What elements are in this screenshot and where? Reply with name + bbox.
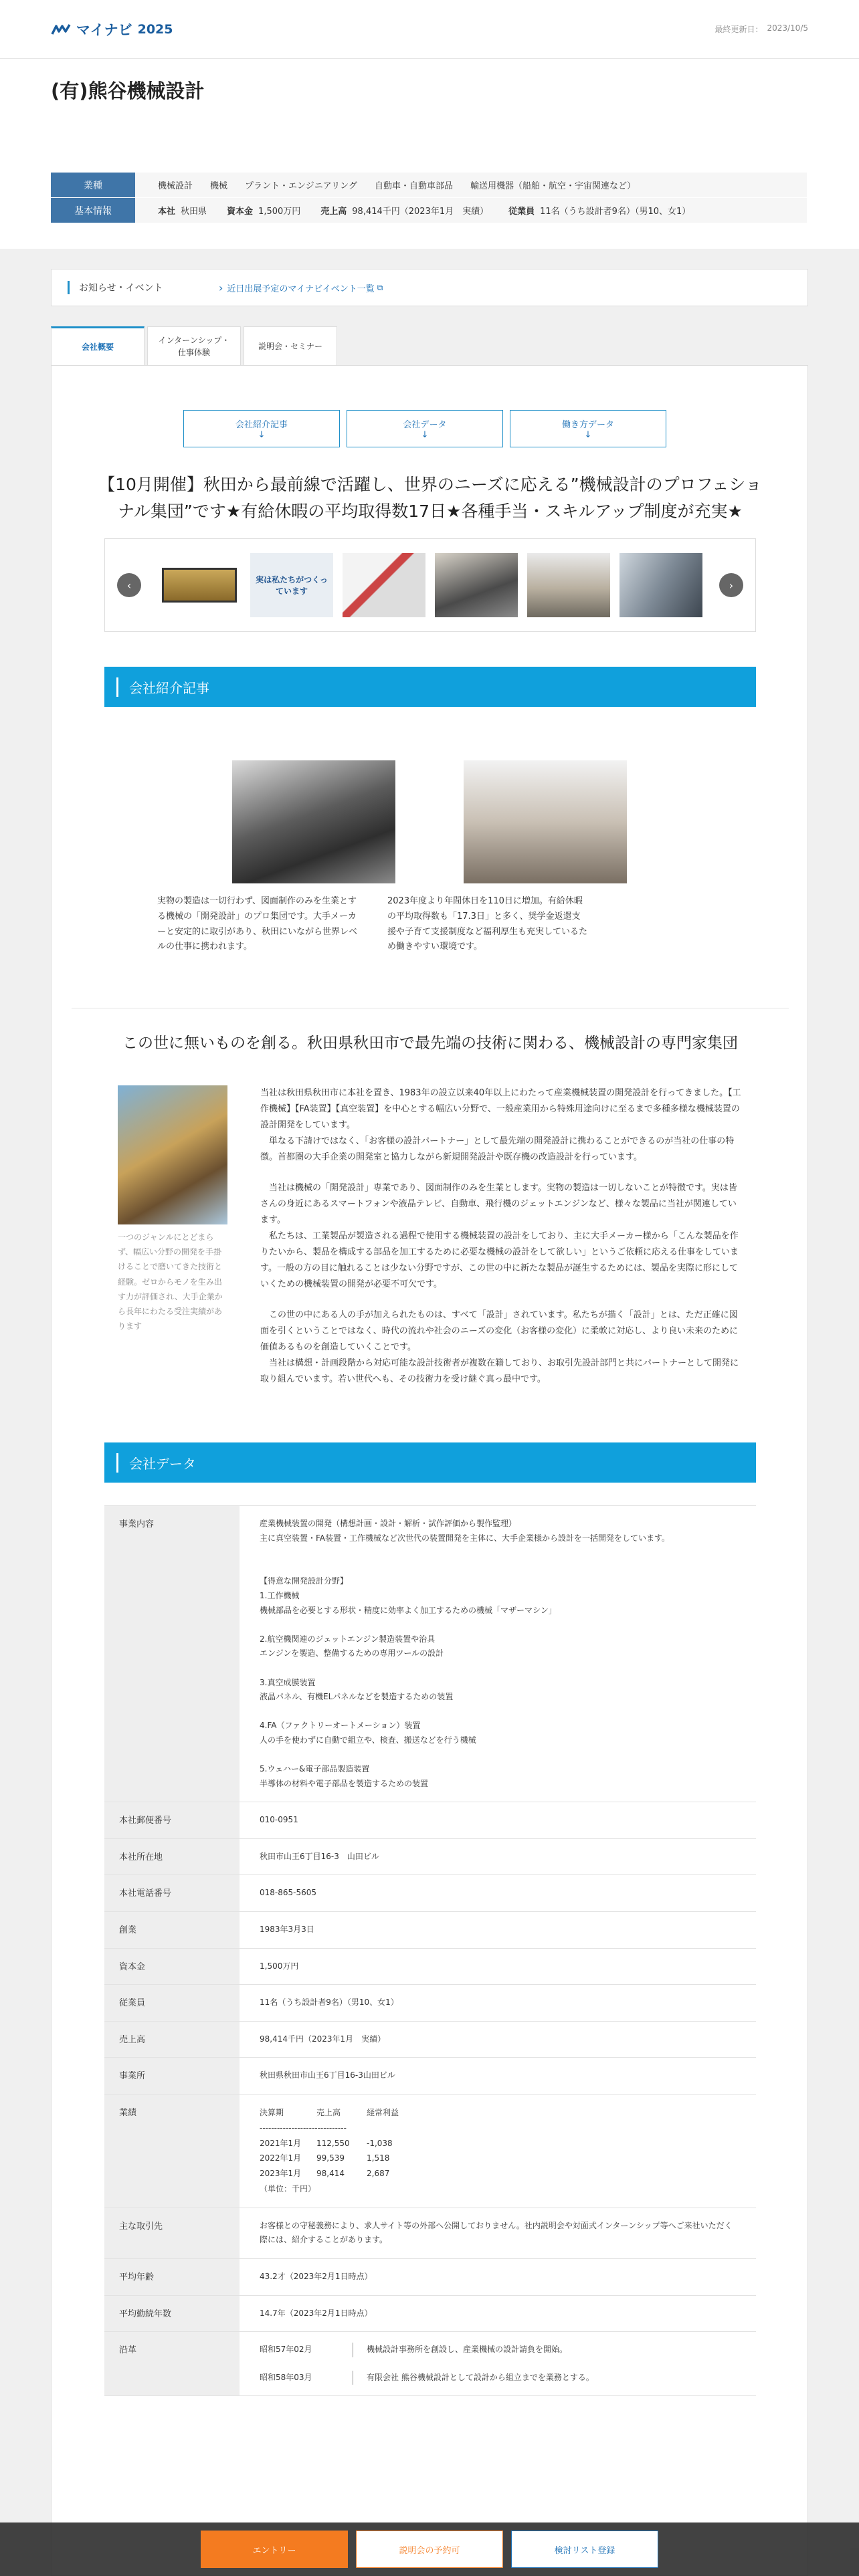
intro-caption-1: 実物の製造は一切行わず、図面制作のみを生業とする機械の「開発設計」のプロ集団です。大手メーカーと安定的に取引があり、秋田にいながら世界レベルの仕事に携われます。 (157, 896, 358, 952)
anchor-workstyle-button[interactable] (510, 410, 666, 447)
row-header: 平均勤続年数 (104, 2296, 240, 2332)
capital-value: 1,500万円 (258, 207, 301, 217)
row-value: 産業機械装置の開発（構想計画・設計・解析・試作評価から製作監理） 主に真空装置・FA装置・工作機械など次世代の装置開発を主体に、大手企業様から設計を一括開発をしています。 【得意な開発設計分野】 1.工作機械 機械部品を必要とする形状・精度に効率よく加工するための機械「マザーマシン」 2.航空機関連のジェットエンジン製造装置や治具 エンジンを製造、整備するための専用ツールの設計 3.真空成膜装置 液晶パネル、有機ELパネルなどを製造するための装置 4.FA（ファクトリーオートメーション）装置 人の手を使わずに自動で組立や、検査、搬送などを行う機械 5.ウェハー&電子部品製造装置 半導体の材料や電子部品を製造するための装置 (260, 1519, 670, 1788)
row-value: 秋田市山王6丁目16-3 山田ビル (260, 1851, 379, 1861)
row-value: 018-865-5605 (260, 1888, 317, 1898)
feature-paragraph-1: 当社は秋田県秋田市に本社を置き、1983年の設立以来40年以上にわたって産業機械装置の開発設計を行ってきました。【工作機械】【FA装置】【真空装置】を中心とする幅広い分野で、一般産業用から特殊用途向けに至るまで多種多様な機械装置の設計開発をしています。 単なる下請けではなく、「お客様の設計パートナー」として最先端の開発設計に携わることができるのが当社の仕事の特徴。首都圏の大手企業の開発室と協力しながら新規開発設計や既存機の改造設計を行っています。 (260, 1088, 741, 1163)
arrow-down-icon: ↓ (421, 430, 429, 440)
history-list (240, 2332, 756, 2395)
external-link-icon: ⧉ (377, 282, 383, 292)
slider-thumb[interactable] (435, 553, 518, 617)
industry-item: 機械設計 (158, 181, 193, 191)
basic-info-row (51, 198, 807, 223)
company-name: (有)熊谷機械設計 (51, 80, 205, 102)
table-row-performance (104, 2095, 756, 2208)
logo-text: マイナビ (76, 21, 132, 38)
performance-row (260, 2151, 736, 2166)
history-date: 昭和58年03月 (260, 2371, 353, 2385)
slider-thumb[interactable]: 実は私たちがつくっています (250, 553, 333, 617)
news-bar (51, 269, 808, 306)
event-list-link[interactable]: 近日出展予定のマイナビイベント一覧 (227, 284, 375, 294)
company-data-table (104, 1505, 756, 2396)
table-row (104, 1802, 756, 1839)
performance-row (260, 2166, 736, 2181)
table-row (104, 1875, 756, 1912)
row-header: 本社郵便番号 (104, 1802, 240, 1838)
row-header: 事業内容 (104, 1506, 240, 1802)
headline: 【10月開催】秋田から最前線で活躍し、世界のニーズに応える”機械設計のプロフェショナル集団”です★有給休暇の平均取得数17日★各種手当・スキルアップ制度が充実★ (98, 475, 762, 521)
perf-cell: 2022年1月 (260, 2153, 302, 2163)
overview-panel (51, 365, 808, 2576)
logo-year: 2025 (137, 21, 173, 37)
intro-photo-1 (232, 760, 395, 883)
perf-col: 売上高 (316, 2108, 341, 2118)
industry-label: 業種 (51, 173, 135, 197)
anchor-nav (183, 410, 666, 447)
row-header: 売上高 (104, 2022, 240, 2058)
perf-cell: -1,038 (367, 2138, 393, 2148)
intro-photo-2 (464, 760, 627, 883)
chevron-right-icon: › (219, 281, 223, 294)
row-value: 秋田県秋田市山王6丁目16-3山田ビル (260, 2070, 395, 2080)
slider-thumb[interactable] (343, 553, 425, 617)
industry-item: 機械 (210, 181, 228, 191)
tab-bar (51, 326, 337, 365)
sticky-action-bar (0, 2523, 859, 2576)
row-header: 沿革 (104, 2332, 240, 2395)
table-row-history (104, 2332, 756, 2396)
last-updated (714, 23, 808, 35)
feature-paragraph-3: この世の中にある人の手が加えられたものは、すべて「設計」されています。私たちが描く「設計」とは、ただ正確に図面を引くということではなく、時代の流れや社会のニーズの変化（お客様の変化）に柔軟に対応し、より良い未来のために価値あるものを創造していくことです。 当社は構想・計画段階から対応可能な設計技術者が複数在籍しており、お取引先設計部門と共にパートナーとして開発に取り組んでいます。若い世代へも、その技術力を受け継ぐ真っ最中です。 (260, 1310, 739, 1385)
industry-item: 自動車・自動車部品 (374, 181, 453, 191)
employees-label: 従業員 (508, 207, 535, 217)
site-header (0, 0, 859, 59)
feature-title: この世に無いものを創る。秋田県秋田市で最先端の技術に関わる、機械設計の専門家集団 (122, 1035, 738, 1052)
sales-value: 98,414千円（2023年1月 実績） (352, 207, 489, 217)
history-event: 機械設計事務所を創設し、産業機械の設計請負を開始。 (367, 2345, 568, 2355)
photo-slider (104, 538, 756, 632)
slider-thumb[interactable] (158, 553, 241, 617)
hq-label: 本社 (158, 207, 176, 217)
seminar-reserve-button[interactable]: 説明会の予約可 (356, 2531, 503, 2568)
row-value: 11名（うち設計者9名）（男10、女1） (260, 1998, 399, 2008)
slider-thumb[interactable] (619, 553, 702, 617)
section-heading-data (104, 1442, 756, 1483)
perf-cell: 2,687 (367, 2169, 390, 2179)
anchor-label: 会社データ (403, 420, 447, 430)
perf-col: 経常利益 (367, 2108, 399, 2118)
performance-row (260, 2136, 736, 2151)
capital-label: 資本金 (227, 207, 254, 217)
row-header: 主な取引先 (104, 2208, 240, 2258)
hq-value: 秋田県 (181, 207, 207, 217)
slider-thumbs (158, 553, 702, 617)
industry-list (135, 173, 807, 197)
anchor-label: 会社紹介記事 (235, 420, 288, 430)
row-header: 業績 (104, 2095, 240, 2208)
section-heading-intro (104, 667, 756, 707)
news-label: お知らせ・イベント (68, 281, 219, 294)
perf-cell: 2023年1月 (260, 2169, 302, 2179)
table-row (104, 1912, 756, 1949)
section-title: 会社データ (116, 1453, 196, 1473)
entry-button[interactable]: エントリー (201, 2531, 348, 2568)
table-row (104, 2208, 756, 2259)
perf-cell: 1,518 (367, 2153, 390, 2163)
feature-photo-caption: 一つのジャンルにとどまらず、幅広い分野の開発を手掛けることで磨いてきた技術と経験。ゼロからモノを生み出す力が評価され、大手企業から長年にわたる受注実績があります (118, 1232, 223, 1331)
slider-prev-button[interactable]: ‹ (117, 573, 141, 597)
arrow-down-icon: ↓ (584, 430, 592, 440)
row-value: 43.2才（2023年2月1日時点） (260, 2272, 373, 2281)
row-header: 従業員 (104, 1985, 240, 2021)
intro-caption-2: 2023年度より年間休日を110日に増加。有給休暇の平均取得数も「17.3日」と多く、奨学金返還支援や子育て支援制度など福利厚生も充実しているため働きやすい環境です。 (387, 896, 588, 952)
slider-next-button[interactable]: › (719, 573, 743, 597)
industry-item: プラント・エンジニアリング (245, 181, 357, 191)
history-date: 昭和57年02月 (260, 2343, 353, 2357)
perf-separator: ------------------------------ (260, 2123, 347, 2133)
table-row (104, 2058, 756, 2095)
tab-seminar[interactable]: 説明会・セミナー (244, 326, 337, 365)
row-value: お客様との守秘義務により、求人サイト等の外部へ公開しておりません。社内説明会や対面式インターンシップ等へご来社いただく際には、紹介することがあります。 (260, 2220, 733, 2245)
row-value: 1,500万円 (260, 1961, 299, 1971)
performance-head (260, 2105, 736, 2121)
perf-unit: （単位：千円） (260, 2184, 316, 2194)
row-header: 創業 (104, 1912, 240, 1948)
row-value: 1983年3月3日 (260, 1925, 314, 1935)
row-value: 010-0951 (260, 1815, 298, 1825)
perf-cell: 112,550 (316, 2138, 350, 2148)
feature-paragraph-2: 当社は機械の「開発設計」専業であり、図面制作のみを生業とします。実物の製造は一切しないことが特徴です。実は皆さんの身近にあるスマートフォンや液晶テレビ、自動車、飛行機のジェットエンジンなど、様々な製品に当社が関連しています。 私たちは、工業製品が製造される過程で使用する機械装置の設計をしており、主に大手メーカー様から「こんな製品を作りたいから、製品を構成する部品を加工するために必要な機械の設計をして欲しい」というご依頼に応える仕事をしています。一般の方の目に触れることは少ない分野ですが、この世の中に新たな製品が誕生するためには、製品を実際に形にしていくための機械装置の開発が必要不可欠です。 (260, 1183, 739, 1290)
row-header: 本社所在地 (104, 1839, 240, 1875)
mynavi-logo-icon (51, 23, 71, 35)
row-value: 14.7年（2023年2月1日時点） (260, 2308, 373, 2318)
table-row (104, 2296, 756, 2333)
section-title: 会社紹介記事 (116, 677, 209, 697)
feature-photo (118, 1085, 227, 1224)
basic-info-label: 基本情報 (51, 198, 135, 223)
row-value: 98,414千円（2023年1月 実績） (260, 2034, 386, 2044)
history-event: 有限会社 熊谷機械設計として設計から組立までを業務とする。 (367, 2372, 594, 2382)
anchor-intro-button[interactable] (183, 410, 340, 447)
table-row (104, 1506, 756, 1802)
row-header: 本社電話番号 (104, 1875, 240, 1911)
row-header: 資本金 (104, 1949, 240, 1985)
table-row (104, 2259, 756, 2296)
perf-cell: 99,539 (316, 2153, 345, 2163)
basic-info (135, 198, 807, 223)
mynavi-logo[interactable] (51, 19, 173, 39)
performance-table (240, 2095, 756, 2208)
updated-date: 2023/10/5 (767, 23, 808, 33)
slider-thumb[interactable] (527, 553, 610, 617)
tab-overview[interactable]: 会社概要 (51, 326, 145, 365)
table-row (104, 2022, 756, 2058)
sales-label: 売上高 (320, 207, 347, 217)
industry-item: 輸送用機器（船舶・航空・宇宙関連など） (470, 181, 636, 191)
arrow-down-icon: ↓ (258, 430, 266, 440)
table-row (104, 1949, 756, 1985)
perf-cell: 98,414 (316, 2169, 345, 2179)
row-header: 事業所 (104, 2058, 240, 2094)
industry-row (51, 173, 807, 198)
row-header: 平均年齢 (104, 2259, 240, 2295)
table-row (104, 1839, 756, 1876)
anchor-data-button[interactable] (347, 410, 503, 447)
updated-label: 最終更新日： (714, 25, 763, 34)
tab-internship[interactable]: インターンシップ・ 仕事体験 (147, 326, 241, 365)
anchor-label: 働き方データ (561, 420, 614, 430)
add-to-list-button[interactable]: 検討リスト登録 (511, 2531, 658, 2568)
perf-col: 決算期 (260, 2108, 284, 2118)
perf-cell: 2021年1月 (260, 2138, 302, 2148)
company-summary-table (51, 173, 807, 223)
table-row (104, 1985, 756, 2022)
employees-value: 11名（うち設計者9名）（男10、女1） (540, 207, 691, 217)
